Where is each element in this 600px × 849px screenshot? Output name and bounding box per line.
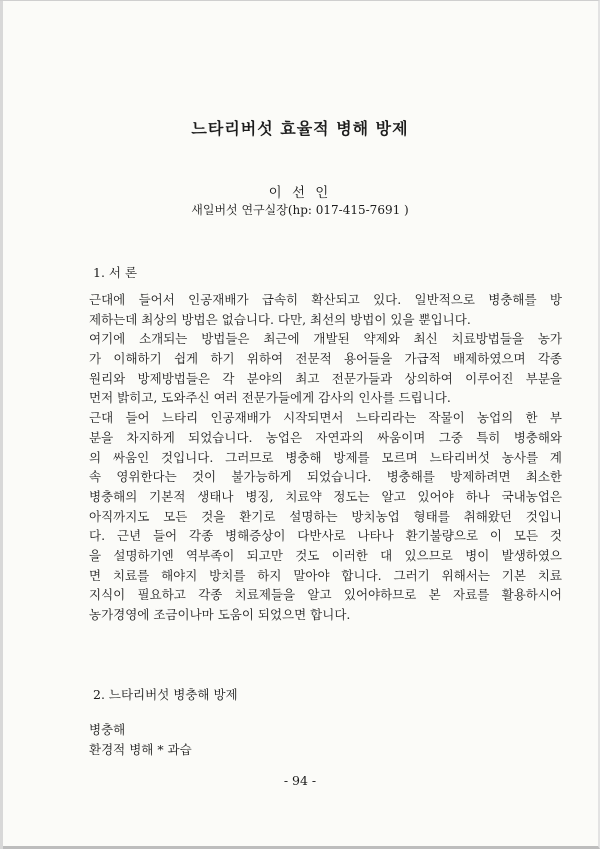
body-line: 면 치료를 해야지 방치를 하지 말아야 합니다. 그러기 위해서는 기본 치료 [89,567,562,583]
introduction-body [89,290,562,625]
body-line: 속 영위한다는 것이 불가능하게 되었습니다. 병충해를 방제하려면 최소한 [89,469,562,485]
body-line: 분을 차지하게 되었습니다. 농업은 자연과의 싸움이며 그중 특히 병충해와 [89,429,562,445]
body-line: 병충해의 기본적 생태나 병징, 치료약 정도는 알고 있어야 하나 국내농업은 [89,488,562,504]
body-line: 지식이 필요하고 각종 치료제들을 알고 있어야하므로 본 자료를 활용하시어 [89,587,562,603]
body-line: 다. 근년 들어 각종 병해증상이 다반사로 나타나 환기불량으로 이 모든 것 [89,528,562,544]
author-affiliation: 새일버섯 연구실장(hp: 017-415-7691 ) [191,203,409,217]
body-line: 아직까지도 모든 것을 환기로 설명하는 방치농업 형태를 취해왔던 것입니 [89,508,562,524]
author-name: 이 선 인 [268,185,332,201]
subsection-label: 환경적 병해 * 과습 [89,741,192,757]
body-line: 근대에 들어서 인공재배가 급속히 확산되고 있다. 일반적으로 병충해를 방 [89,292,562,307]
subsection-label: 병충해 [89,722,126,737]
body-line: 가 이해하기 쉽게 하기 위하여 전문적 용어들을 가급적 배제하였으며 각종 [89,351,562,367]
body-line: 의 싸움인 것입니다. 그러므로 병충해 방제를 모르며 느타리버섯 농사를 계 [89,449,562,465]
body-line: 을 설명하기엔 역부족이 되고만 것도 이러한 대 있으므로 병이 발생하였으 [89,547,562,563]
page-number: - 94 - [283,773,317,788]
section-heading-introduction: 1. 서 론 [93,265,138,280]
document-title: 느타리버섯 효율적 병해 방제 [191,119,409,138]
body-line: 원리와 방제방법들은 각 분야의 최고 전문가들과 상의하여 이루어진 부분을 [89,370,562,386]
body-line: 먼저 밝히고, 도와주신 여러 전문가들에게 감사의 인사를 드립니다. [89,390,451,406]
subsection-list [89,720,192,759]
body-line: 여기에 소개되는 방법들은 최근에 개발된 약제와 최신 치료방법들을 농가 [89,331,562,347]
body-line: 제하는데 최상의 방법은 없습니다. 다만, 최선의 방법이 있을 뿐입니다. [89,311,471,327]
body-line: 근대 들어 느타리 인공재배가 시작되면서 느타리라는 작물이 농업의 한 부 [89,410,562,426]
body-line: 농가경영에 조금이나마 도움이 되었으면 합니다. [89,607,351,622]
section-heading-pest-control: 2. 느타리버섯 병충해 방제 [93,687,238,702]
